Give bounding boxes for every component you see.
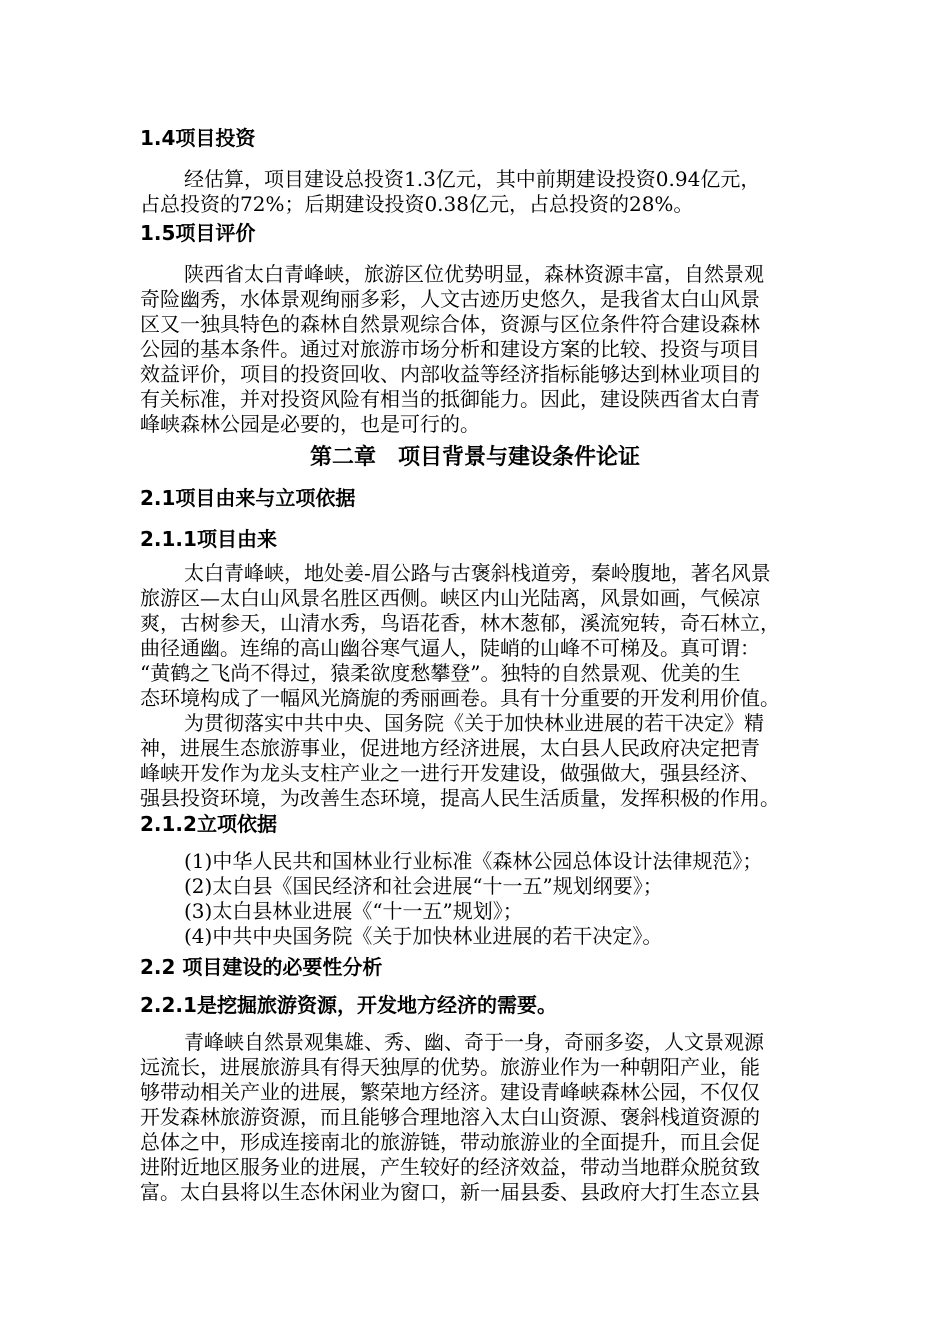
text-line: 峰峡开发作为龙头支柱产业之一进行开发建设，做强做大，强县经济、 <box>140 761 760 785</box>
text-line: 奇险幽秀，水体景观绚丽多彩，人文古迹历史悠久，是我省太白山风景 <box>140 287 760 311</box>
text-line: 占总投资的72%；后期建设投资0.38亿元，占总投资的28%。 <box>140 192 694 216</box>
text-line: 效益评价，项目的投资回收、内部收益等经济指标能够达到林业项目的 <box>140 362 760 386</box>
paragraph-evaluation <box>140 262 856 437</box>
text-line: 态环境构成了一幅风光旖旎的秀丽画卷。具有十分重要的开发利用价值。 <box>140 686 780 710</box>
text-line: 够带动相关产业的进展，繁荣地方经济。建设青峰峡森林公园，不仅仅 <box>140 1080 760 1104</box>
paragraph-necessity <box>140 1030 856 1205</box>
text-line: 区又一独具特色的森林自然景观综合体，资源与区位条件符合建设森林 <box>140 312 760 336</box>
text-line: 有关标准，并对投资风险有相当的抵御能力。因此，建设陕西省太白青 <box>140 387 760 411</box>
text-line: 陕西省太白青峰峡，旅游区位优势明显，森林资源丰富，自然景观 <box>184 262 764 286</box>
text-line: 公园的基本条件。通过对旅游市场分析和建设方案的比较、投资与项目 <box>140 337 760 361</box>
text-line: 富。太白县将以生态休闲业为窗口，新一届县委、县政府大打生态立县 <box>140 1180 760 1204</box>
text-line: 经估算，项目建设总投资1.3亿元，其中前期建设投资0.94亿元， <box>184 167 761 191</box>
paragraph-origin <box>140 561 856 811</box>
list-item: (3)太白县林业进展《“十一五”规划》； <box>184 899 523 923</box>
text-line: 太白青峰峡，地处姜-眉公路与古褒斜栈道旁，秦岭腹地，著名风景 <box>184 561 771 585</box>
section-heading-1-5: 1.5项目评价 <box>140 221 256 245</box>
list-item: (1)中华人民共和国林业行业标准《森林公园总体设计法律规范》； <box>184 849 763 873</box>
text-line: 峰峡森林公园是必要的，也是可行的。 <box>140 412 480 436</box>
paragraph-investment <box>140 167 856 217</box>
text-line: 青峰峡自然景观集雄、秀、幽、奇于一身，奇丽多姿，人文景观源 <box>184 1030 764 1054</box>
list-item: (2)太白县《国民经济和社会进展“十一五”规划纲要》； <box>184 874 663 898</box>
text-line: 曲径通幽。连绵的高山幽谷寒气逼人，陡峭的山峰不可梯及。真可谓： <box>140 636 760 660</box>
section-heading-2-1-2: 2.1.2立项依据 <box>140 812 277 836</box>
text-line: 为贯彻落实中共中央、国务院《关于加快林业进展的若干决定》精 <box>184 711 764 735</box>
text-line: 开发森林旅游资源，而且能够合理地溶入太白山资源、褒斜栈道资源的 <box>140 1105 760 1129</box>
section-heading-2-2: 2.2 项目建设的必要性分析 <box>140 955 383 979</box>
text-line: 旅游区—太白山风景名胜区西侧。峡区内山光陆离，风景如画，气候凉 <box>140 586 760 610</box>
section-heading-2-1: 2.1项目由来与立项依据 <box>140 486 356 510</box>
text-line: 进附近地区服务业的进展，产生较好的经济效益，带动当地群众脱贫致 <box>140 1155 760 1179</box>
text-line: “黄鹤之飞尚不得过，猿柔欲度愁攀登”。独特的自然景观、优美的生 <box>140 661 741 685</box>
text-line: 强县投资环境，为改善生态环境，提高人民生活质量，发挥积极的作用。 <box>140 786 780 810</box>
section-heading-1-4: 1.4项目投资 <box>140 126 256 150</box>
text-line: 爽，古树参天，山清水秀，鸟语花香，林木葱郁，溪流宛转，奇石林立， <box>140 611 780 635</box>
section-heading-2-1-1: 2.1.1项目由来 <box>140 527 277 551</box>
chapter-title: 第二章 项目背景与建设条件论证 <box>309 445 640 470</box>
list-item: (4)中共中央国务院《关于加快林业进展的若干决定》。 <box>184 924 663 948</box>
section-heading-2-2-1: 2.2.1是挖掘旅游资源，开发地方经济的需要。 <box>140 993 557 1017</box>
text-line: 总体之中，形成连接南北的旅游链，带动旅游业的全面提升，而且会促 <box>140 1130 760 1154</box>
text-line: 远流长，进展旅游具有得天独厚的优势。旅游业作为一种朝阳产业，能 <box>140 1055 760 1079</box>
text-line: 神，进展生态旅游事业，促进地方经济进展，太白县人民政府决定把青 <box>140 736 760 760</box>
